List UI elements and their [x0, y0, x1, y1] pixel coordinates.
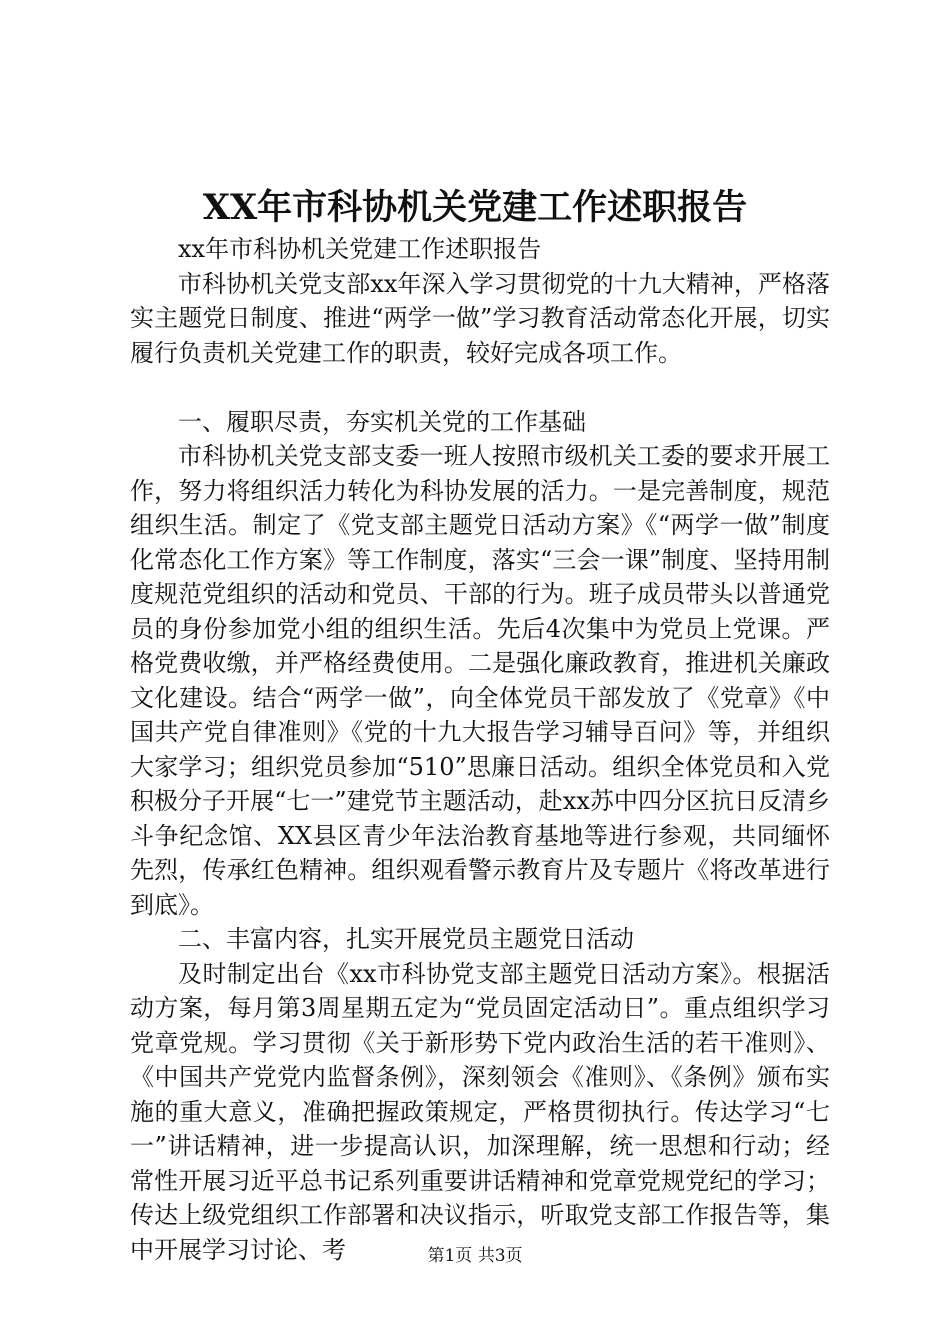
- document-title: XX年市科协机关党建工作述职报告: [202, 187, 748, 228]
- section-heading-1: 一、履职尽责，夯实机关党的工作基础: [178, 407, 586, 436]
- section-heading-2: 二、丰富内容，扎实开展党员主题党日活动: [178, 925, 634, 953]
- document-body: [130, 232, 830, 1267]
- paragraph-intro: 市科协机关党支部xx年深入学习贯彻党的十九大精神，严格落实主题党日制度、推进“两学一做”学习教育活动常态化开展，切实履行负责机关党建工作的职责，较好完成各项工作。: [130, 269, 830, 367]
- page-footer: 第1页 共3页: [427, 1246, 523, 1266]
- paragraph-section-1: 市科协机关党支部支委一班人按照市级机关工委的要求开展工作，努力将组织活力转化为科协发展的活力。一是完善制度，规范组织生活。制定了《党支部主题党日活动方案》《“两学一做”制度化常态化工作方案》等工作制度，落实“三会一课”制度、坚持用制度规范党组织的活动和党员、干部的行为。班子成员带头以普通党员的身份参加党小组的组织生活。先后4次集中为党员上党课。严格党费收缴，并严格经费使用。二是强化廉政教育，推进机关廉政文化建设。结合“两学一做”，向全体党员干部发放了《党章》《中国共产党自律准则》《党的十九大报告学习辅导百问》等，并组织大家学习；组织党员参加“510”思廉日活动。组织全体党员和入党积极分子开展“七一”建党节主题活动，赴xx苏中四分区抗日反清乡斗争纪念馆、XX县区青少年法治教育基地等进行参观，共同缅怀先烈，传承红色精神。组织观看警示教育片及专题片《将改革进行到底》。: [130, 442, 830, 919]
- paragraph-section-2: 及时制定出台《xx市科协党支部主题党日活动方案》。根据活动方案，每月第3周星期五定为“党员固定活动日”。重点组织学习党章党规。学习贯彻《关于新形势下党内政治生活的若干准则》、《中国共产党党内监督条例》，深刻领会《准则》、《条例》颁布实施的重大意义，准确把握政策规定，严格贯彻执行。传达学习“七一”讲话精神，进一步提高认识，加深理解，统一思想和行动；经常性开展习近平总书记系列重要讲话精神和党章党规党纪的学习；传达上级党组织工作部署和决议指示，听取党支部工作报告等，集中开展学习讨论、考: [130, 959, 830, 1264]
- paragraph-subtitle: xx年市科协机关党建工作述职报告: [178, 235, 542, 263]
